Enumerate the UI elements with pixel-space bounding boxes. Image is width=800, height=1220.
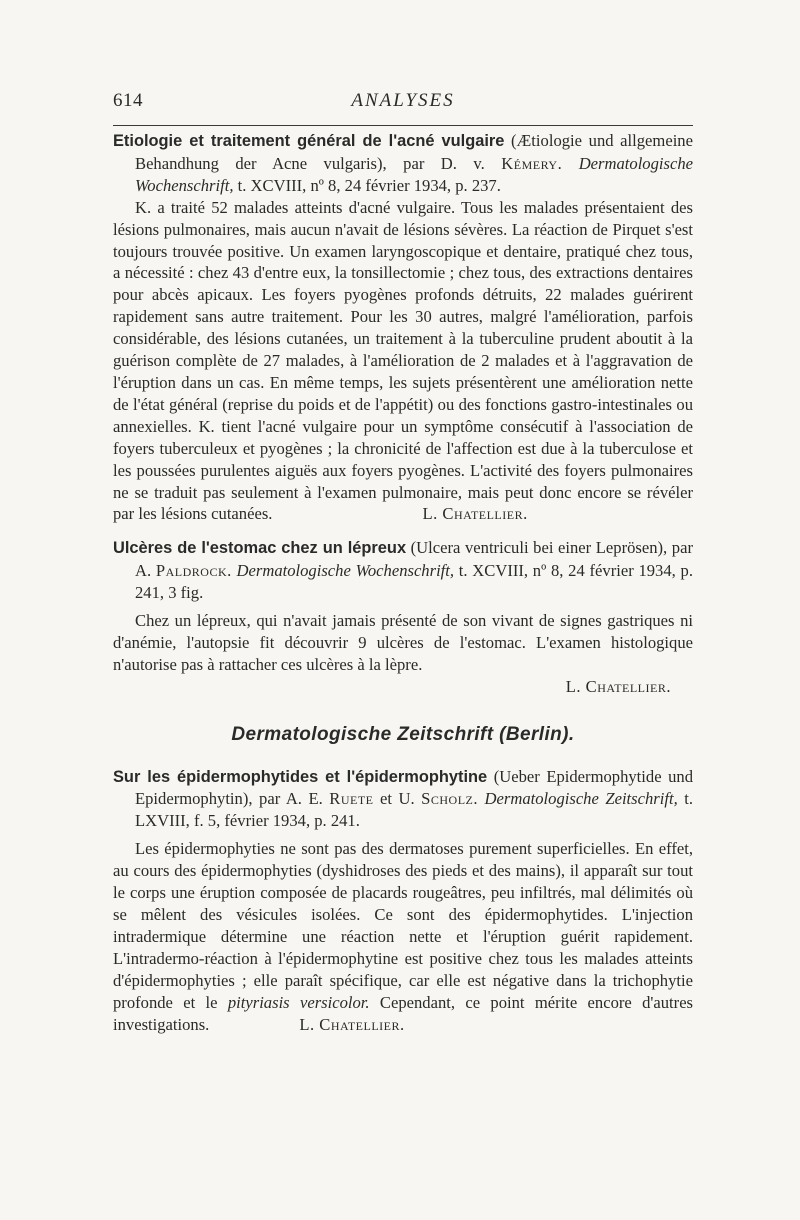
article1-body: K. a traité 52 malades atteints d'acné vulgaire. Tous les malades présentaient des lésions pulmonaires, mais aucun n'avait de lésions sévères. La réaction de Pirquet s'est toujours trouvée positive. Un examen laryngoscopique et dentaire, pratiqué chez tous, a nécessité : chez 43 d'entre eux, la tonsillectomie ; chez tous, des extractions dentaires pour abcès apicaux. Les foyers pyogènes profonds détruits, 22 malades guérirent rapidement sans autre traitement. Pour les 30 autres, malgré l'amélioration, parfois considérable, des lésions cutanées, un traitement à la tuberculine prudent aboutit à la guérison complète de 27 malades, à l'amélioration de 2 malades et à l'aggravation de l'éruption dans un cas. En même temps, les sujets présentèrent une amélioration nette de l'état général (reprise du poids et de l'appétit) ou des fonctions gastro-intestinales ou annexielles. K. tient l'acné vulgaire pour un symptôme consécutif à l'association de foyers tuberculeux et pyogènes ; la chronicité de l'affection est due à la tuberculose et les poussées purulentes aiguës aux foyers pyogènes. L'activité des foyers pulmonaires ne se traduit pas seulement à l'examen pulmonaire, mais peut donc encore se révéler par les lésions cutanées.	[113, 197, 693, 524]
article1-citation: t. XCVIII, nº 8, 24 février 1934, p. 237.	[237, 175, 501, 195]
page-number: 614	[113, 90, 143, 111]
header-rule	[113, 125, 693, 126]
article1-title: Etiologie et traitement général de l'acné vulgaire	[113, 132, 505, 150]
running-head: ANALYSES	[351, 90, 455, 111]
article2-author: Paldrock.	[155, 561, 232, 581]
article3-original-title: (Ueber Epidermophytide und Epidermophytin),	[135, 766, 693, 809]
article3-title: Sur les épidermophytides et l'épidermophytine	[113, 767, 488, 786]
article2-citation: t. XCVIII, nº 8, 24 février 1934, p. 241, 3 fig.	[135, 561, 693, 603]
article3-body-paragraph	[113, 838, 693, 1035]
article3-signature: L. Chatellier.	[299, 1014, 405, 1034]
article3-by: par A. E.	[259, 789, 323, 809]
page-header	[113, 90, 693, 116]
article3-body-start: Les épidermophyties ne sont pas des dermatoses purement superficielles. En effet, au cours des épidermophyties (dyshidroses des pieds et des mains), il apparaît sur tout le corps une éruption composée de placards rougeâtres, peu infiltrés, mal délimités où se mêlent des vésicules isolées. Ce sont des épidermophytides. L'injection intradermique détermine une réaction nette et l'éruption guérit rapidement. L'intradermo-réaction à l'épidermophytine est positive chez tous les malades atteints d'épidermophyties ; elle paraît spécifique, car elle est négative dans la trichophytie profonde et le	[113, 839, 693, 1012]
article1-by: par D. v.	[403, 153, 485, 173]
article3-body-italic: pityriasis versicolor.	[227, 992, 370, 1012]
article2-signature: L. Chatellier.	[565, 676, 671, 696]
article3-heading	[113, 766, 693, 833]
article2-journal: Dermatologische Wochenschrift,	[236, 561, 455, 581]
page-content	[113, 130, 693, 1035]
article1-signature: L. Chatellier.	[422, 504, 528, 524]
article1-journal: Dermatologische Wochenschrift,	[135, 153, 693, 195]
article3-author1: Ruete	[329, 789, 374, 809]
article2-title: Ulcères de l'estomac chez un lépreux	[113, 539, 407, 558]
article1-heading	[113, 130, 693, 197]
article1-body-paragraph	[113, 197, 693, 526]
article1-original-title: (Ætiologie und allgemeine Behandhung der Acne vulgaris),	[135, 131, 693, 173]
article3-journal: Dermatologische Zeitschrift,	[484, 789, 678, 809]
article3-and: et U.	[380, 789, 415, 809]
section-heading: Dermatologische Zeitschrift (Berlin).	[231, 723, 575, 745]
article2-body: Chez un lépreux, qui n'avait jamais présenté de son vivant de signes gastriques ni d'anémie, l'autopsie fit découvrir 9 ulcères de l'estomac. L'examen histologique n'autorise pas à rattacher ces ulcères à la lèpre.	[113, 611, 693, 674]
article2-by: par A.	[135, 538, 693, 581]
article2-original-title: (Ulcera ventriculi bei einer Leprösen),	[410, 538, 668, 558]
article3-body-end: Cependant, ce point mérite encore d'autres investigations.	[113, 992, 694, 1034]
article2-heading	[113, 537, 693, 604]
article3-citation: t. LXVIII, f. 5, février 1934, p. 241.	[135, 789, 693, 831]
spacer	[113, 525, 693, 537]
article1-author: Kémery.	[501, 153, 563, 173]
article3-author2: Scholz.	[421, 789, 479, 809]
